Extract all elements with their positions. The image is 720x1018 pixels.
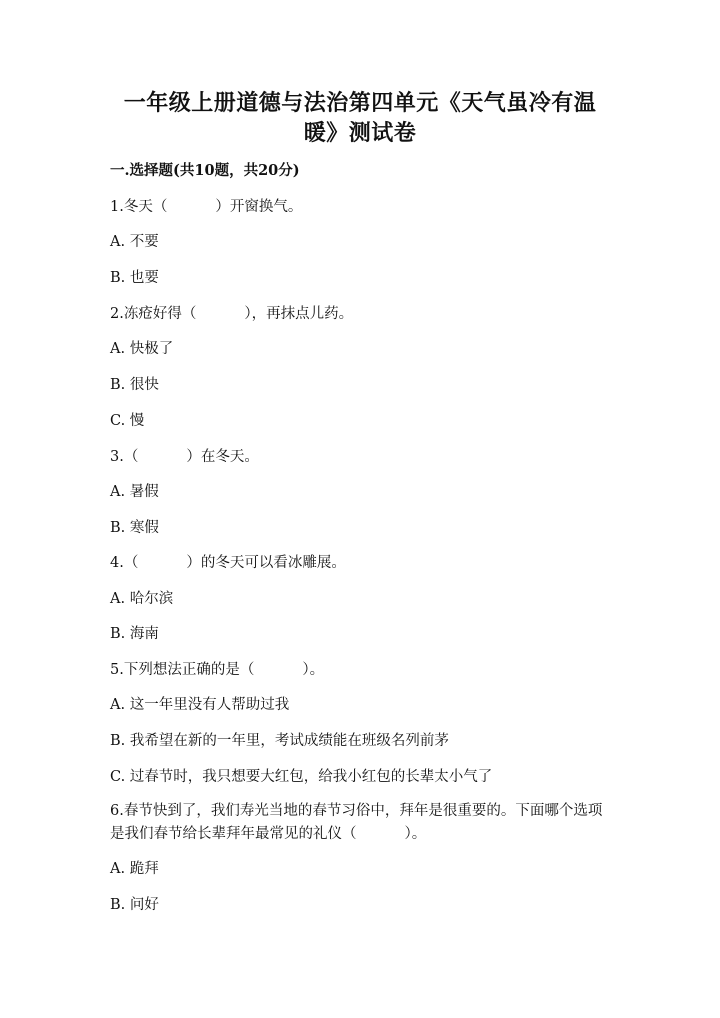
question-3-stem: 3.（ ）在冬天。 (110, 449, 259, 465)
question-2-option-c: C. 慢 (110, 413, 145, 429)
question-6-option-a: A. 跪拜 (110, 861, 159, 877)
question-5-option-a: A. 这一年里没有人帮助过我 (110, 697, 290, 713)
question-3-option-b: B. 寒假 (110, 520, 159, 536)
question-5-stem: 5.下列想法正确的是（ ）。 (110, 662, 325, 678)
question-1-option-a: A. 不要 (110, 234, 159, 250)
question-2-option-a: A. 快极了 (110, 341, 174, 357)
question-6-stem: 6.春节快到了，我们寿光当地的春节习俗中，拜年是很重要的。下面哪个选项是我们春节给长辈拜年最常见的礼仪（ ）。 (110, 803, 603, 842)
section-heading: 一.选择题(共10题，共20分) (110, 162, 300, 179)
page-title-line-2: 暖》测试卷 (303, 120, 417, 146)
question-2-option-b: B. 很快 (110, 377, 159, 393)
question-4-option-b: B. 海南 (110, 626, 159, 642)
question-3-option-a: A. 暑假 (110, 484, 159, 500)
question-6-option-b: B. 问好 (110, 897, 159, 913)
question-1-option-b: B. 也要 (110, 270, 159, 286)
question-1-stem: 1.冬天（ ）开窗换气。 (110, 199, 303, 215)
question-4-stem: 4.（ ）的冬天可以看冰雕展。 (110, 555, 346, 571)
question-5-option-c: C. 过春节时，我只想要大红包，给我小红包的长辈太小气了 (110, 769, 493, 785)
question-2-stem: 2.冻疮好得（ ），再抹点儿药。 (110, 306, 354, 322)
question-4-option-a: A. 哈尔滨 (110, 591, 174, 607)
page-title-line-1: 一年级上册道德与法治第四单元《天气虽冷有温 (123, 90, 597, 116)
question-5-option-b: B. 我希望在新的一年里，考试成绩能在班级名列前茅 (110, 733, 449, 749)
